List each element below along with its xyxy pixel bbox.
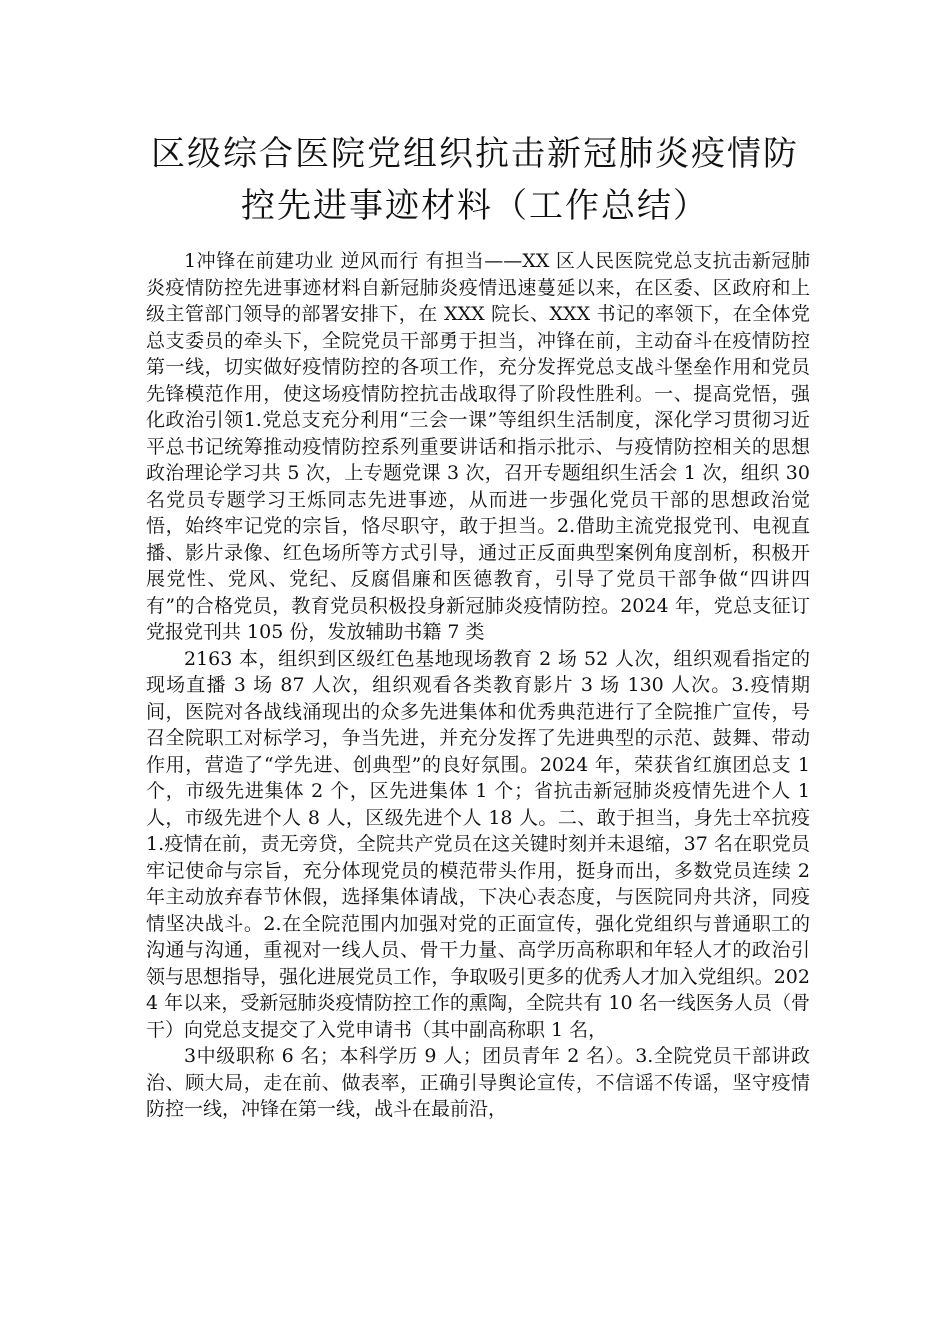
paragraph-2: 2163 本，组织到区级红色基地现场教育 2 场 52 人次，组织观看指定的现场直播 3 场 87 人次，组织观看各类教育影片 3 场 130 人次。3.疫情期间，医院对各战线涌现出的众多先进集体和优秀典范进行了全院推广宣传，号召全院职工对标学习，争当先进，并充分发挥了先进典型的示范、鼓舞、带动作用，营造了“学先进、创典型”的良好氛围。2024 年，荣获省红旗团总支 1 个，市级先进集体 2 个，区先进集体 1 个；省抗击新冠肺炎疫情先进个人 1 人，市级先进个人 8 人，区级先进个人 18 人。二、敢于担当，身先士卒抗疫1.疫情在前，责无旁贷，全院共产党员在这关键时刻并未退缩，37 名在职党员牢记使命与宗旨，充分体现党员的模范带头作用，挺身而出，多数党员连续 2 年主动放弃春节休假，选择集体请战，下决心表态度，与医院同舟共济，同疫情坚决战斗。2.在全院范围内加强对党的正面宣传，强化党组织与普通职工的沟通与沟通，重视对一线人员、骨干力量、高学历高称职和年轻人才的政治引领与思想指导，强化进展党员工作，争取吸引更多的优秀人才加入党组织。2024 年以来，受新冠肺炎疫情防控工作的熏陶，全院共有 10 名一线医务人员（骨干）向党总支提交了入党申请书（其中副高称职 1 名， (146, 647, 810, 1041)
paragraph-1: 1冲锋在前建功业 逆风而行 有担当——XX 区人民医院党总支抗击新冠肺炎疫情防控先进事迹材料自新冠肺炎疫情迅速蔓延以来，在区委、区政府和上级主管部门领导的部署安排下，在 XXX 院长、XXX 书记的率领下，在全体党总支委员的牵头下，全院党员干部勇于担当，冲锋在前，主动奋斗在疫情防控第一线，切实做好疫情防控的各项工作，充分发挥党总支战斗堡垒作用和党员先锋模范作用，使这场疫情防控抗击战取得了阶段性胜利。一、提高党悟，强化政治引领1.党总支充分利用“三会一课”等组织生活制度，深化学习贯彻习近平总书记统筹推动疫情防控系列重要讲话和指示批示、与疫情防控相关的思想政治理论学习共 5 次，上专题党课 3 次，召开专题组织生活会 1 次，组织 30 名党员专题学习王烁同志先进事迹，从而进一步强化党员干部的思想政治觉悟，始终牢记党的宗旨，恪尽职守，敢于担当。2.借助主流党报党刊、电视直播、影片录像、红色场所等方式引导，通过正反面典型案例角度剖析，积极开展党性、党风、党纪、反腐倡廉和医德教育，引导了党员干部争做“四讲四有”的合格党员，教育党员积极投身新冠肺炎疫情防控。2024 年，党总支征订党报党刊共 105 份，发放辅助书籍 7 类 (146, 250, 810, 643)
document-body (146, 248, 810, 1123)
title-line-2: 控先进事迹材料（工作总结） (241, 186, 709, 226)
paragraph-3: 3中级职称 6 名；本科学历 9 人；团员青年 2 名）。3.全院党员干部讲政治、顾大局，走在前、做表率，正确引导舆论宣传，不信谣不传谣，坚守疫情防控一线，冲锋在第一线，战斗在最前沿， (146, 1045, 810, 1120)
title-line-1: 区级综合医院党组织抗击新冠肺炎疫情防 (151, 134, 799, 174)
document-title (110, 128, 840, 232)
